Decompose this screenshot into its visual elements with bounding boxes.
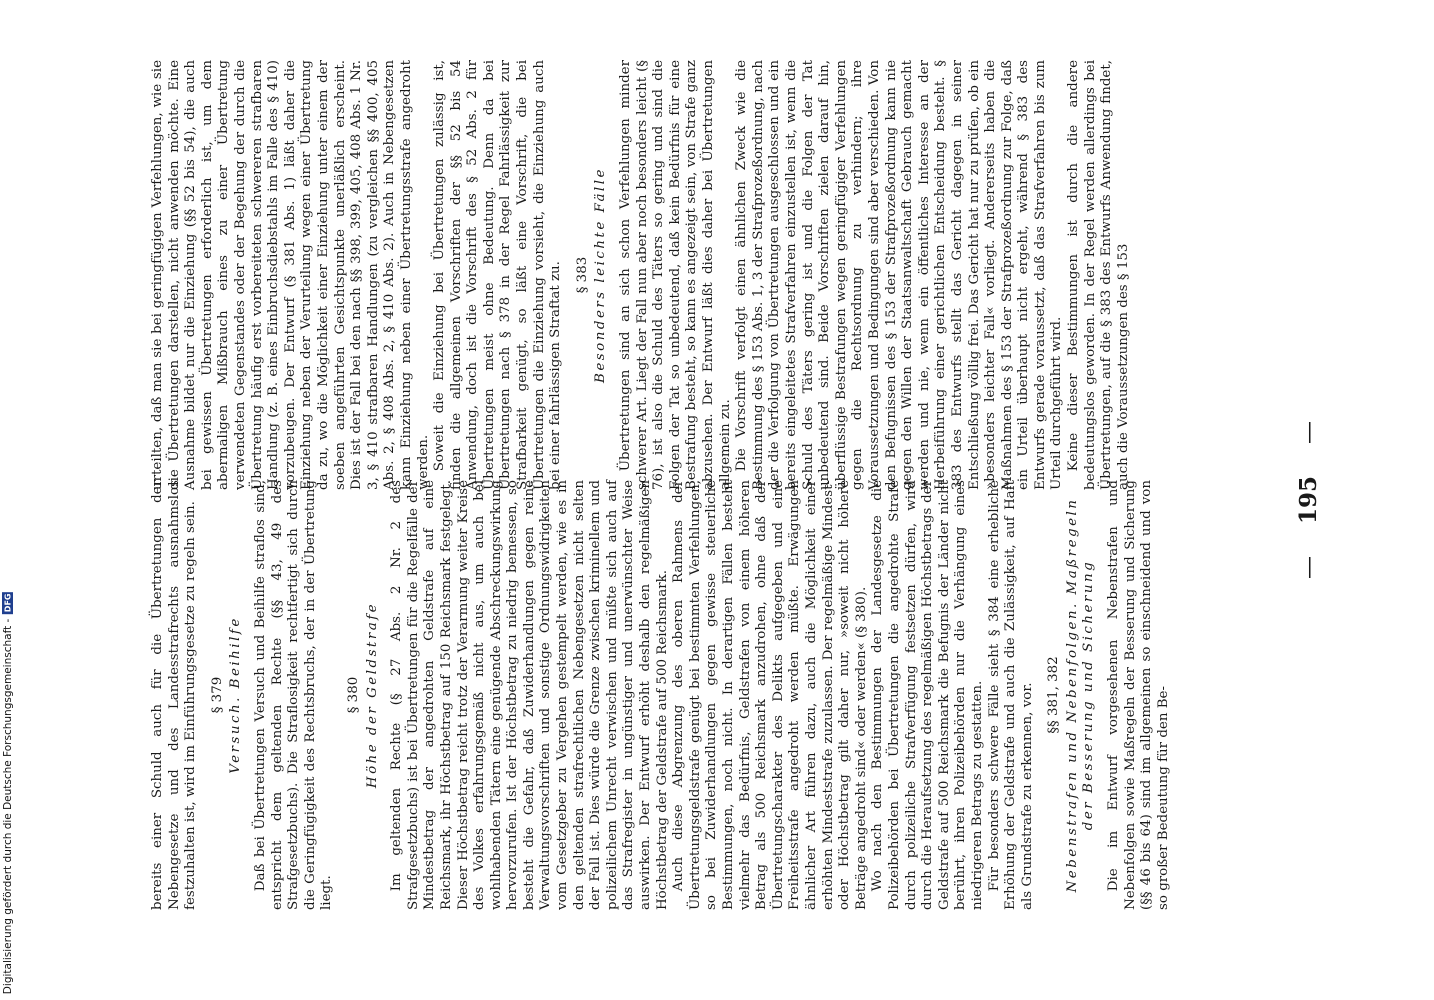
left-column (150, 480, 1172, 910)
section-380-paragraph-2: Auch diese Abgrenzung des oberen Rahmens der Übertretungsgeldstrafe genügt bei bestimmten Verfehlungen, so bei Zuwiderhandlungen gegen gewisse steuerliche Bestimmungen, noch nicht. In derartigen Fällen besteht vielmehr das Bedürfnis, Geldstrafen von einem höheren Betrag als 500 Reichsmark anzudrohen, ohne daß der Übertretungscharakter des Delikts aufgegeben und eine Freiheitsstrafe angedroht werden müßte. Erwägungen ähnlicher Art führen dazu, auch die Möglichkeit einer erhöhten Mindeststrafe zuzulassen. Der regelmäßige Mindest- oder Höchstbetrag gilt daher nur, »soweit nicht höhere Beträge angedroht sind« oder werden« (§ 380). (671, 480, 869, 910)
page-header (1295, 0, 1322, 1000)
section-380-title: Höhe der Geldstrafe (364, 601, 380, 789)
section-379-title: Versuch. Beihilfe (228, 616, 244, 774)
digitization-footer (2, 592, 14, 994)
footer-text: Digitalisierung gefördert durch die Deutsche Forschungsgemeinschaft - (2, 618, 14, 994)
right-intro-1: urteilten, daß man sie bei geringfügigen Verfehlungen, wie sie die Übertretungen darstellen, nicht anwenden möchte. Eine Ausnahme bildet nur die Einziehung (§§ 52 bis 54), die auch bei gewissen Übertretungen erforderlich ist, um dem abermaligen Mißbrauch eines zu einer Übertretung verwendeten Gegenstandes oder der Begehung der durch die Übertretung häufig erst vorbereiteten schwereren strafbaren Handlung (z. B. eines Einbruchsdiebstahls im Falle des § 410) vorzubeugen. Der Entwurf (§ 381 Abs. 1) läßt daher die Einziehung neben der Verurteilung wegen einer Übertretung da zu, wo die Möglichkeit einer Einziehung unter einem der soeben angeführten Gesichtspunkte unerläßlich erscheint. Dies ist der Fall bei den nach §§ 398, 399, 405, 408 Abs. 1 Nr. 3, § 410 strafbaren Handlungen (zu vergleichen §§ 400, 405 Abs. 2, § 408 Abs. 2, § 410 Abs. 2). Auch in Nebengesetzen kann Einziehung neben einer Übertretungsstrafe angedroht werden. (150, 60, 431, 490)
section-381-number: §§ 381, 382 (1046, 656, 1062, 734)
section-383-number: § 383 (574, 256, 590, 294)
section-381-text: Die im Entwurf vorgesehenen Nebenstrafen und Nebenfolgen sowie Maßregeln der Besserung und Sicherung (§§ 46 bis 64) sind im allgemeinen so einschneidend und von so großer Bedeutung für den Be- (1106, 480, 1171, 910)
section-383-paragraph-2: Die Vorschrift verfolgt einen ähnlichen Zweck wie die Bestimmung des § 153 Abs. 1, 3 der Strafprozeßordnung, nach der die Verfolgung von Übertretungen ausgeschlossen und ein bereits eingeleitetes Strafverfahren einzustellen ist, wenn die Schuld des Täters gering ist und die Folgen der Tat unbedeutend sind. Beide Vorschriften zielen darauf hin, überflüssige Bestrafungen wegen geringfügiger Verfehlungen gegen die Rechtsordnung zu verhindern; ihre Voraussetzungen und Bedingungen sind aber verschieden. Von den Befugnissen des § 153 der Strafprozeßordnung kann nie gegen den Willen der Staatsanwaltschaft Gebrauch gemacht werden und nie, wenn ein öffentliches Interesse an der Herbeiführung einer gerichtlichen Entscheidung besteht. § 383 des Entwurfs stellt das Gericht dagegen in seiner Entschließung völlig frei. Das Gericht hat nur zu prüfen, ob ein »besonders leichter Fall« vorliegt. Andererseits haben die Maßnahmen des § 153 der Strafprozeßordnung zur Folge, daß ein Urteil überhaupt nicht ergeht, während § 383 des Entwurfs gerade voraussetzt, daß das Strafverfahren bis zum Urteil durchgeführt wird. (734, 59, 1065, 490)
page-number: 195 (1295, 476, 1322, 525)
section-380-paragraph-1: Im geltenden Rechte (§ 27 Abs. 2 Nr. 2 des Strafgesetzbuchs) ist bei Übertretungen für die Regelfälle der Mindestbetrag der angedrohten Geldstrafe auf eine Reichsmark, ihr Höchstbetrag auf 150 Reichsmark festgelegt. Dieser Höchstbetrag reicht trotz der Verarmung weiter Kreise des Volkes erfahrungsgemäß nicht aus, um auch bei wohlhabenden Tätern eine genügende Abschreckungswirkung hervorzurufen. Ist der Höchstbetrag zu niedrig bemessen, so besteht die Gefahr, daß Zuwiderhandlungen gegen reine Verwaltungsvorschriften und sonstige Ordnungswidrigkeiten vom Gesetzgeber zu Vergehen gestempelt werden, wie es in den geltenden strafrechtlichen Nebengesetzen nicht selten der Fall ist. Dies würde die Grenze zwischen kriminellem und polizeilichem Unrecht verwischen und müßte sich auch auf das Strafregister in ungünstiger und unerwünschter Weise auswirken. Der Entwurf erhöht deshalb den regelmäßigen Höchstbetrag der Geldstrafe auf 500 Reichsmark. (389, 480, 670, 910)
section-380-number: § 380 (345, 676, 361, 714)
section-379-text: Daß bei Übertretungen Versuch und Beihilfe straflos sind, entspricht dem geltenden Rechte (§§ 43, 49 des Strafgesetzbuchs). Die Straflosigkeit rechtfertigt sich durch die Geringfügigkeit des Rechtsbruchs, der in der Übertretung liegt. (252, 480, 335, 910)
right-intro-2: Soweit die Einziehung bei Übertretungen zulässig ist, finden die allgemeinen Vorschriften der §§ 52 bis 54 Anwendung, doch ist die Vorschrift des § 52 Abs. 2 für Übertretungen meist ohne Bedeutung. Denn da bei Übertretungen nach § 378 in der Regel Fahrlässigkeit zur Strafbarkeit genügt, so läßt eine Vorschrift, die bei Übertretungen die Einziehung vorsieht, die Einziehung auch bei einer fahrlässigen Straftat zu. (432, 60, 564, 490)
header-dash-right: — (1296, 420, 1322, 444)
section-380-paragraph-4: Für besonders schwere Fälle sieht § 384 eine erhebliche Erhöhung der Geldstrafe und auch die Zulässigkeit, auf Haft als Grundstrafe zu erkennen, vor. (986, 480, 1035, 910)
left-intro: bereits einer Schuld auch für die Übertretungen der Nebengesetze und des Landesstrafrechts ausnahmslos festzuhalten ist, wird im Einführungsgesetze zu regeln sein. (150, 480, 199, 910)
section-381-title: Nebenstrafen und Nebenfolgen. Maßregeln der Besserung und Sicherung (1064, 497, 1097, 893)
section-380-paragraph-3: Wo nach den Bestimmungen der Landesgesetze die Polizeibehörden bei Übertretungen die angedrohte Strafe durch polizeiliche Strafverfügung festsetzen dürfen, wird durch die Heraufsetzung des regelmäßigen Höchstbetrags der Geldstrafe auf 500 Reichsmark die Befugnis der Länder nicht berührt, ihren Polizeibehörden nur die Verhängung eines niedrigeren Betrags zu gestatten. (870, 480, 985, 910)
header-dash-left: — (1296, 556, 1322, 580)
dfg-logo: DFG (3, 593, 13, 613)
section-383-paragraph-3: Keine dieser Bestimmungen ist durch die andere bedeutungslos geworden. In der Regel werden allerdings bei Übertretungen, auf die § 383 des Entwurfs Anwendung findet, auch die Voraussetzungen des § 153 (1066, 60, 1131, 490)
right-column (150, 60, 1132, 490)
section-383-title: Besonders leichte Fälle (593, 167, 609, 383)
section-379-number: § 379 (209, 676, 225, 714)
section-383-paragraph-1: Übertretungen sind an sich schon Verfehlungen minder schwerer Art. Liegt der Fall nun aber noch besonders leicht (§ 76), ist also die Schuld des Täters so gering und sind die Folgen der Tat so unbedeutend, daß kein Bedürfnis für eine Bestrafung besteht, so kann es angezeigt sein, von Strafe ganz abzusehen. Der Entwurf läßt dies daher bei Übertretungen allgemein zu. (618, 60, 733, 490)
